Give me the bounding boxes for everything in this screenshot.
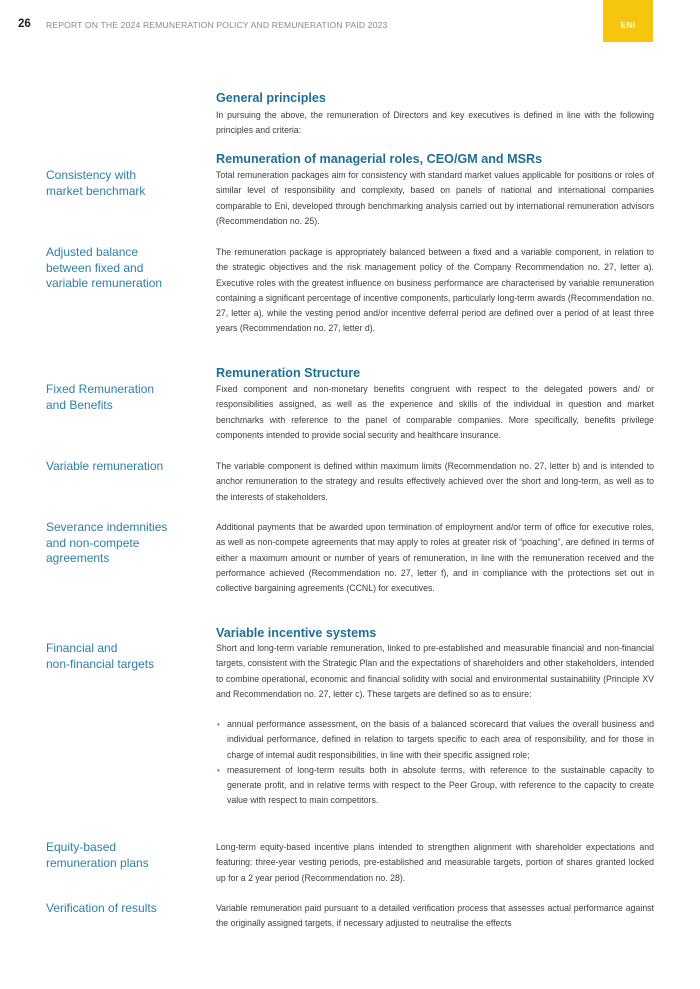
heading-variable-incentive: Variable incentive systems <box>216 626 377 640</box>
page-number: 26 <box>18 18 31 30</box>
bullet-text: annual performance assessment, on the basis of a balanced scorecard that values the overall business and individual performance, defined in relation to targets specific to each area of responsibility, and for those in charge of internal audit responsibilities, in line with their specific assigned role; <box>227 719 654 760</box>
list-item <box>216 717 654 763</box>
side-label-severance: Severance indemnities and non-compete agreements <box>46 520 168 565</box>
paragraph-verification: Variable remuneration paid pursuant to a detailed verification process that assesses actual performance against the originally assigned targets, if necessary adjusted to neutralise the effects <box>216 903 654 929</box>
targets-bullet-list <box>216 717 654 809</box>
side-label-fixed-remuneration: Fixed Remuneration and Benefits <box>46 382 155 412</box>
paragraph-financial-targets: Short and long-term variable remuneration, linked to pre-established and measurable financial and non-financial targets, consistent with the Strategic Plan and the expectations of shareholders and other stakeholders, intended to combine operational, economic and financial solidity with social and environmental sustainability (Principle XV and Recommendation no. 27, letter c). These targets are defined so as to ensure: <box>216 643 654 699</box>
paragraph-severance: Additional payments that be awarded upon termination of employment and/or term of office for executive roles, as well as non-compete agreements that may apply to roles at greater risk of “poaching”, are defined in terms of either a maximum amount or number of years of remuneration, in line with the remuneration received and the performance achieved (Recommendation no. 27, letter f), and in compliance with the protections set out in collective bargaining agreements (CCNL) for executives. <box>216 522 654 594</box>
paragraph-intro: In pursuing the above, the remuneration of Directors and key executives is defined in line with the following principles and criteria: <box>216 110 654 136</box>
page-header <box>0 0 700 44</box>
running-title: REPORT ON THE 2024 REMUNERATION POLICY AND REMUNERATION PAID 2023 <box>46 20 388 30</box>
list-item <box>216 763 654 809</box>
side-label-financial-targets: Financial and non-financial targets <box>46 641 155 671</box>
heading-general-principles: General principles <box>216 91 326 105</box>
heading-managerial-roles: Remuneration of managerial roles, CEO/GM and MSRs <box>216 152 543 166</box>
side-label-adjusted-balance: Adjusted balance between fixed and variable remuneration <box>46 245 163 290</box>
paragraph-equity-plans: Long-term equity-based incentive plans intended to strengthen alignment with shareholder expectations and featuring: three-year vesting periods, pre-established and measurable targets, portion of shares granted locked up for a 2 year period (Recommendation no. 28). <box>216 842 654 883</box>
side-label-verification: Verification of results <box>46 901 157 915</box>
heading-remuneration-structure: Remuneration Structure <box>216 366 361 380</box>
bullet-icon: • <box>217 765 220 775</box>
brand-tab: ENI <box>603 0 653 42</box>
bullet-text: measurement of long-term results both in absolute terms, with reference to the sustainable capacity to generate profit, and in relative terms with respect to the Peer Group, with reference to the capacity to create value with respect to main competitors. <box>227 764 654 806</box>
side-label-consistency: Consistency with market benchmark <box>46 168 146 198</box>
side-label-variable-remuneration: Variable remuneration <box>46 459 164 473</box>
side-label-equity-plans: Equity-based remuneration plans <box>46 840 149 870</box>
paragraph-fixed-remuneration: Fixed component and non-monetary benefits congruent with respect to the delegated powers and/ or responsibilities assigned, as well as the experience and skills of the individual in question and market benchmarks with reference to the panel of comparable companies. More specifically, benefits privilege components intended to provide social security and healthcare insurance. <box>216 384 654 440</box>
bullet-icon: • <box>217 720 220 729</box>
paragraph-consistency: Total remuneration packages aim for consistency with standard market values applicable for positions or roles of similar level of responsibility and complexity, based on panels of national and international companies comparable to Eni, developed through benchmarking analysis carried out by international remuneration advisors (Recommendation no. 25). <box>216 170 654 226</box>
paragraph-variable-remuneration: The variable component is defined within maximum limits (Recommendation no. 27, letter b) and is intended to anchor remuneration to the strategy and results effectively achieved over the short and long-term, as well as to the interests of stakeholders. <box>216 461 654 502</box>
paragraph-adjusted-balance: The remuneration package is appropriately balanced between a fixed and a variable component, in relation to the strategic objectives and the risk management policy of the Company Recommendation no. 27, letter a). Executive roles with the greatest influence on business performance are characterised by variable remuneration containing a significant percentage of incentive components, particularly long-term awards (Recommendation no. 27, letter a), while the vesting period and/or incentive deferral period are defined over a period of at least three years (Recommendation no. 27, letter d). <box>216 247 654 334</box>
